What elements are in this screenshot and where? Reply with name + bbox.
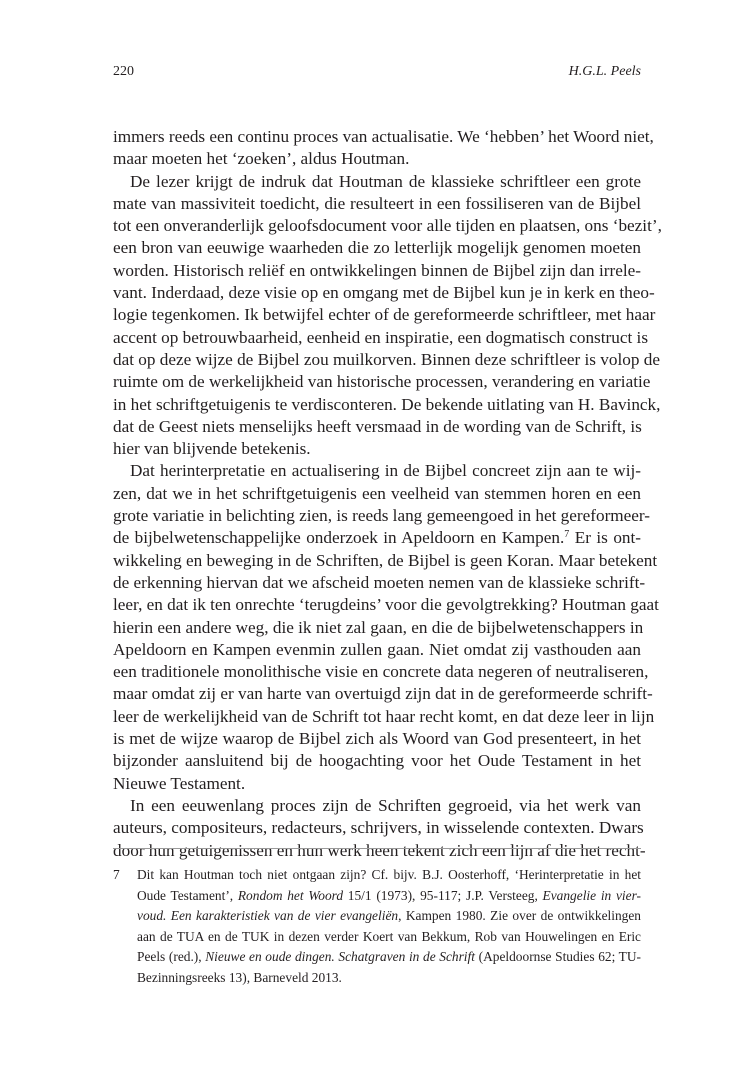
text-line: dat op deze wijze de Bijbel zou muilkorven. Binnen deze schriftleer is volop de — [113, 349, 660, 369]
footnote-text: Bezinningsreeks 13), Barneveld 2013. — [137, 969, 342, 985]
text-line: bijzonder aansluitend bij de hoogachting voor het Oude Testament in het — [113, 751, 641, 771]
text-line: auteurs, compositeurs, redacteurs, schrijvers, in wisselende contexten. Dwars — [113, 818, 644, 838]
text-line: een traditionele monolithische visie en concrete data negeren of neutraliseren, — [113, 662, 649, 682]
text-line: zen, dat we in het schriftgetuigenis een veelheid van stemmen horen en een — [113, 483, 641, 503]
text-line: is met de wijze waarop de Bijbel zich als Woord van God presenteert, in het — [113, 729, 641, 749]
text-line: in het schriftgetuigenis te verdisconteren. De bekende uitlating van H. Bavinck, — [113, 394, 661, 414]
main-text — [113, 126, 662, 862]
footnote-text: Oude Testament’, — [137, 887, 238, 903]
footnote-separator — [113, 848, 641, 849]
text-line: leer, en dat ik ten onrechte ‘terugdeins’ voor die gevolgtrekking? Houtman gaat — [113, 595, 659, 615]
footnote-line — [137, 886, 641, 907]
text-segment: de bijbelwetenschappelijke onderzoek in Apeldoorn en Kampen. — [113, 528, 565, 548]
page-number: 220 — [113, 64, 134, 79]
text-line: Dat herinterpretatie en actualisering in de Bijbel concreet zijn aan te wij- — [130, 461, 641, 481]
text-line: de erkenning hiervan dat we afscheid moeten nemen van de klassieke schrift- — [113, 572, 646, 592]
footnote-line — [137, 906, 641, 927]
footnote-title: Rondom het Woord — [237, 887, 344, 903]
text-line: De lezer krijgt de indruk dat Houtman de klassieke schriftleer een grote — [130, 171, 641, 191]
text-line: maar omdat zij er van harte van overtuigd zijn dat in de gereformeerde schrift- — [113, 684, 653, 704]
footnote-line — [137, 865, 641, 886]
text-line: wikkeling en beweging in de Schriften, de Bijbel is geen Koran. Maar betekent — [113, 550, 658, 570]
footnote-line — [137, 968, 641, 989]
text-line: Apeldoorn en Kampen evenmin zullen gaan. Niet omdat zij vasthouden aan — [113, 639, 641, 659]
text-line: ruimte om de werkelijkheid van historische processen, verandering en variatie — [113, 372, 651, 392]
footnote-number: 7 — [113, 867, 120, 882]
footnote — [113, 865, 641, 988]
footnote-text: Dit kan Houtman toch niet ontgaan zijn? Cf. bijv. B.J. Oosterhoff, ‘Herinterpretatie in het — [137, 867, 641, 882]
text-line: accent op betrouwbaarheid, eenheid en inspiratie, een dogmatisch construct is — [113, 327, 649, 347]
footnote-text: 15/1 (1973), 95-117; J.P. Versteeg, — [343, 887, 543, 903]
footnote-title: voud. Een karakteristiek van de vier evangeliën — [137, 908, 399, 923]
footnote-line — [137, 927, 641, 948]
text-line: dat de Geest niets menselijks heeft versmaad in de wording van de Schrift, is — [113, 416, 642, 436]
text-line: logie tegenkomen. Ik betwijfel echter of de gereformeerde schriftleer, met haar — [113, 305, 656, 325]
footnote-title: Evangelie in vier- — [542, 887, 641, 903]
text-line: leer de werkelijkheid van de Schrift tot haar recht komt, en dat deze leer in lijn — [113, 706, 655, 726]
footnote-reference[interactable]: 7 — [564, 529, 570, 541]
footnote-text: aan de TUA en de TUK in dezen verder Koert van Bekkum, Rob van Houwelingen en Eric — [137, 928, 641, 944]
text-line: mate van massiviteit toedicht, die resulteert in een fossiliseren van de Bijbel — [113, 193, 641, 213]
footnote-line — [137, 947, 641, 968]
footnote-title: Nieuwe en oude dingen. Schatgraven in de Schrift — [205, 949, 475, 964]
text-line: vant. Inderdaad, deze visie op en omgang met de Bijbel kun je in kerk en theo- — [113, 283, 655, 303]
footnote-text: (Apeldoornse Studies 62; TU- — [474, 949, 641, 964]
text-line: grote variatie in belichting zien, is reeds lang gemeengoed in het gereformeer- — [113, 506, 651, 526]
text-line-with-footnote — [113, 527, 641, 549]
text-segment: Er is ont- — [569, 528, 642, 548]
text-line: tot een onveranderlijk geloofsdocument voor alle tijden en plaatsen, ons ‘bezit’, — [113, 216, 662, 236]
text-line: een bron van eeuwige waarheden die zo letterlijk mogelijk genomen moeten — [113, 238, 641, 258]
text-line: immers reeds een continu proces van actualisatie. We ‘hebben’ het Woord niet, — [113, 127, 654, 146]
text-line: In een eeuwenlang proces zijn de Schriften gegroeid, via het werk van — [130, 795, 641, 815]
text-line: Nieuwe Testament. — [113, 773, 246, 793]
running-head: H.G.L. Peels — [568, 64, 641, 79]
text-line: hier van blijvende betekenis. — [113, 439, 311, 459]
text-line: door hun getuigenissen en hun werk heen tekent zich een lijn af die het recht- — [113, 840, 646, 860]
footnote-text: Peels (red.), — [137, 949, 206, 964]
text-line: worden. Historisch reliëf en ontwikkelingen binnen de Bijbel zijn dan irrele- — [113, 260, 641, 280]
footnote-text: , Kampen 1980. Zie over de ontwikkelingen — [398, 908, 641, 923]
text-line: hierin een andere weg, die ik niet zal gaan, en die de bijbelwetenschappers in — [113, 617, 644, 637]
footnote-body — [137, 865, 641, 988]
page-header — [113, 64, 641, 84]
text-line: maar moeten het ‘zoeken’, aldus Houtman. — [113, 149, 410, 169]
